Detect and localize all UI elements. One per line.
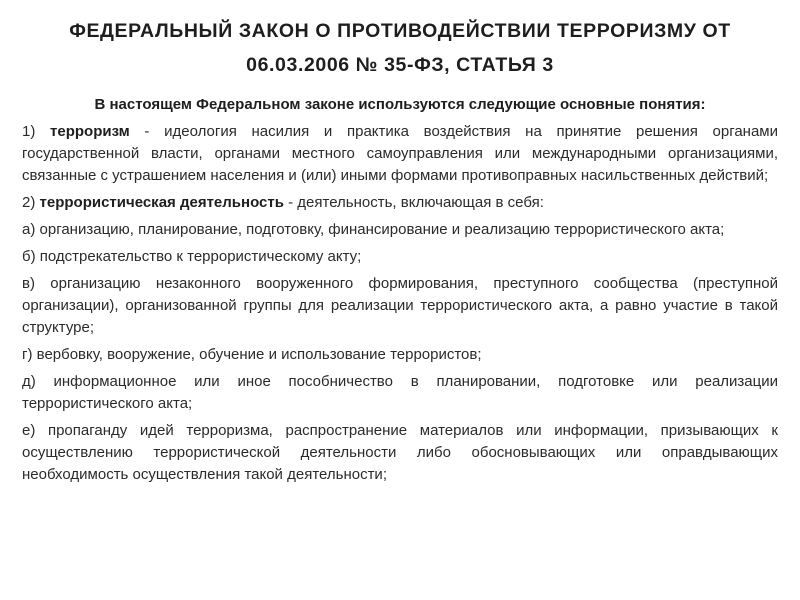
item-text: - идеология насилия и практика воздействия на принятие решения органами государственной власти, органами местного самоуправления или международными организациями, связанные с устрашением населения и (или) иными формами противоправных насильственных действий; [22, 123, 778, 184]
subitem-a [22, 219, 778, 241]
document-title [22, 14, 778, 82]
item-prefix: в) [22, 275, 51, 292]
subitem-v [22, 273, 778, 339]
item-term: терроризм [50, 123, 130, 140]
subitem-d [22, 371, 778, 415]
item-prefix: а) [22, 221, 40, 238]
item-text: вербовку, вооружение, обучение и использование террористов; [36, 346, 482, 363]
title-line-1: ФЕДЕРАЛЬНЫЙ ЗАКОН О ПРОТИВОДЕЙСТВИИ ТЕРРОРИЗМУ ОТ [69, 20, 731, 42]
subitem-b [22, 246, 778, 268]
item-term: террористическая деятельность [39, 194, 284, 211]
definition-terrorist-activity [22, 192, 778, 214]
definition-terrorism [22, 121, 778, 187]
item-text: - деятельность, включающая в себя: [283, 194, 544, 211]
subitem-e [22, 420, 778, 486]
item-text: пропаганду идей терроризма, распространение материалов или информации, призывающих к осуществлению террористической деятельности либо обосновывающих или оправдывающих необходимость осуществления такой деятельности; [22, 422, 778, 483]
item-prefix: 2) [22, 194, 40, 211]
item-prefix: д) [22, 373, 54, 390]
subitem-g [22, 344, 778, 366]
intro-text: В настоящем Федеральном законе используются следующие основные понятия: [94, 96, 706, 113]
item-prefix: б) [22, 248, 40, 265]
item-prefix: г) [22, 346, 37, 363]
item-text: информационное или иное пособничество в планировании, подготовке или реализации террористического акта; [22, 373, 778, 412]
item-text: организацию, планирование, подготовку, финансирование и реализацию террористического акта; [39, 221, 725, 238]
item-prefix: е) [22, 422, 48, 439]
title-line-2: 06.03.2006 № 35-ФЗ, СТАТЬЯ 3 [246, 54, 554, 76]
item-text: подстрекательство к террористическому акту; [39, 248, 362, 265]
item-text: организацию незаконного вооруженного формирования, преступного сообщества (преступной организации), организованной группы для реализации террористического акта, а равно участие в такой структуре; [22, 275, 778, 336]
item-prefix: 1) [22, 123, 51, 140]
